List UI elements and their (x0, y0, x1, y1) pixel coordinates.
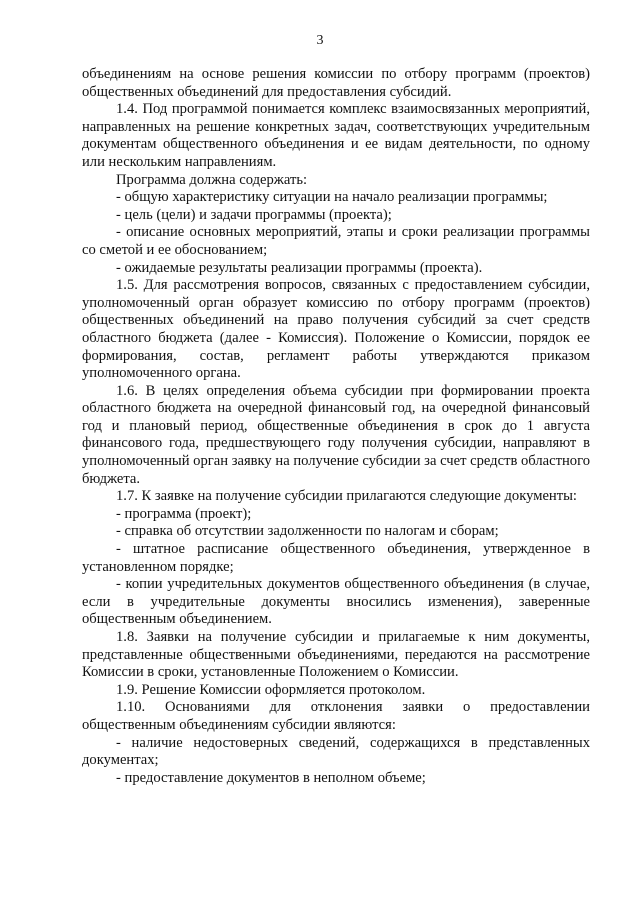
paragraph: - общую характеристику ситуации на начало реализации программы; (116, 189, 548, 206)
paragraph: - наличие недостоверных сведений, содержащихся в представленных документах; (82, 734, 590, 769)
paragraph: 1.5. Для рассмотрения вопросов, связанных с предоставлением субсидии, уполномоченный орган образует комиссию по отбору программ (проектов) общественных объединений на право получения субсидий за счет средств областного бюджета (далее - Комиссия). Положение о Комиссии, порядок ее формирования, состав, регламент работы утверждаются приказом уполномоченного органа. (82, 277, 590, 382)
paragraph: - предоставление документов в неполном объеме; (116, 769, 426, 786)
paragraph: объединениям на основе решения комиссии по отбору программ (проектов) общественных объединений для предоставления субсидий. (82, 66, 590, 100)
paragraph: - ожидаемые результаты реализации программы (проекта). (116, 259, 483, 276)
page-number: 3 (316, 33, 324, 48)
paragraph: 1.9. Решение Комиссии оформляется протоколом. (116, 681, 426, 698)
document-body (82, 66, 590, 787)
paragraph: - штатное расписание общественного объединения, утвержденное в установленном порядке; (82, 541, 590, 575)
paragraph: - программа (проект); (116, 505, 252, 522)
paragraph: - копии учредительных документов общественного объединения (в случае, если в учредительные документы вносились изменения), заверенные общественным объединением. (82, 576, 590, 628)
paragraph: 1.10. Основаниями для отклонения заявки о предоставлении общественным объединениям субсидии являются: (82, 699, 590, 733)
paragraph: 1.4. Под программой понимается комплекс взаимосвязанных мероприятий, направленных на решение конкретных задач, соответствующих учредительным документам общественного объединения и ее видам деятельности, по одному или нескольким направлениям. (82, 101, 590, 170)
paragraph: Программа должна содержать: (116, 171, 308, 188)
paragraph: - цель (цели) и задачи программы (проекта); (116, 206, 392, 223)
paragraph: - справка об отсутствии задолженности по налогам и сборам; (116, 523, 499, 540)
paragraph: 1.6. В целях определения объема субсидии при формировании проекта областного бюджета на очередной финансовый год, на очередной финансовый год и плановый период, общественные объединения в срок до 1 августа финансового года, предшествующего году получения субсидии, направляют в уполномоченный орган заявку на получение субсидии за счет средств областного бюджета. (82, 382, 590, 487)
paragraph: - описание основных мероприятий, этапы и сроки реализации программы со сметой и ее обоснованием; (82, 224, 590, 258)
paragraph: 1.8. Заявки на получение субсидии и прилагаемые к ним документы, представленные общественными объединениями, передаются на рассмотрение Комиссии в сроки, установленные Положением о Комиссии. (82, 629, 590, 681)
paragraph: 1.7. К заявке на получение субсидии прилагаются следующие документы: (116, 488, 577, 505)
